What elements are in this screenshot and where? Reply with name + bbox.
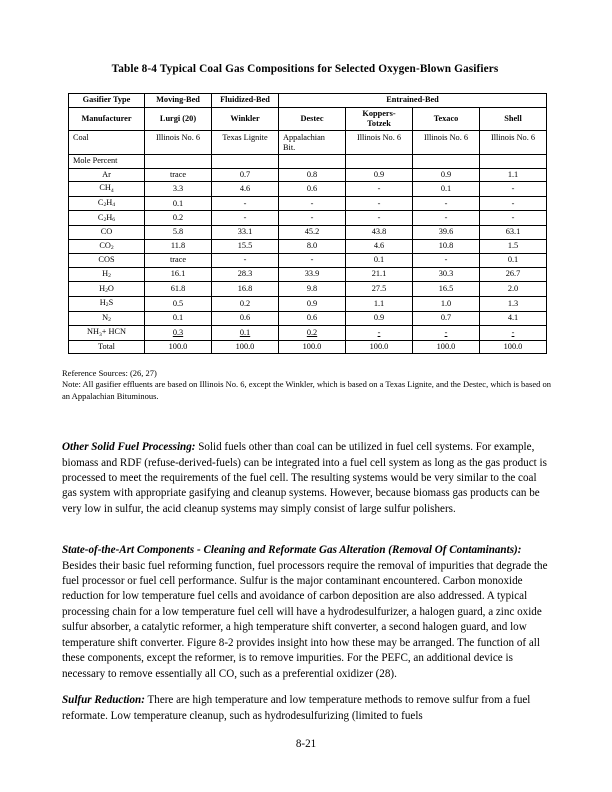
reference-sources: Reference Sources: (26, 27): [62, 368, 157, 378]
table-row: [69, 239, 547, 254]
header-gasifier-type: Gasifier Type: [69, 94, 145, 108]
body-sulfur-reduction: There are high temperature and low temperature methods to remove sulfur from a fuel reformate. Low temperature cleanup, such as hydrodesulfurizing (limited to fuels: [62, 694, 531, 722]
cell-coal-5: Illinois No. 6: [480, 131, 547, 155]
cell-value: -: [413, 211, 480, 226]
cell-value: 0.1: [145, 311, 212, 326]
cell-value: 16.8: [212, 282, 279, 297]
table-row: [69, 211, 547, 226]
paragraph-other-solid-fuel-processing: [62, 440, 549, 517]
cell-coal-2: Appalachian Bit.: [279, 131, 346, 155]
paragraph-state-of-the-art-components: [62, 543, 549, 682]
cell-value: 33.1: [212, 226, 279, 240]
cell-coal-0: Illinois No. 6: [145, 131, 212, 155]
heading-sulfur-reduction: Sulfur Reduction:: [62, 694, 145, 707]
cell-value: 15.5: [212, 239, 279, 254]
cell-value: 1.5: [480, 239, 547, 254]
row-label-ar: Ar: [69, 168, 145, 182]
row-label-cos: COS: [69, 254, 145, 268]
cell-value: 0.1: [413, 182, 480, 197]
table-note: Note: All gasifier effluents are based on Illinois No. 6, except the Winkler, which is based on a Texas Lignite, and the Destec, which is based on an Appalachian Bituminous.: [62, 379, 551, 401]
cell-value: -: [279, 254, 346, 268]
cell-value: -: [279, 211, 346, 226]
row-label-h2: $H_2$: [69, 267, 145, 282]
cell-value: -: [413, 326, 480, 341]
table-row: [69, 254, 547, 268]
table-row: [69, 182, 547, 197]
cell-value: -: [480, 182, 547, 197]
cell-value: 1.3: [480, 296, 547, 311]
cell-coal-4: Illinois No. 6: [413, 131, 480, 155]
table-row-mole-percent: [69, 155, 547, 169]
cell-value: 11.8: [145, 239, 212, 254]
page-number: 8-21: [295, 738, 317, 750]
cell-value: -: [346, 326, 413, 341]
cell-value: 0.6: [279, 182, 346, 197]
table-row-coal: [69, 131, 547, 155]
cell-value: 0.3: [145, 326, 212, 341]
body-other-solid-fuel-processing: Solid fuels other than coal can be utilized in fuel cell systems. For example, biomass and RDF (refuse-derived-fuels) can be integrated into a fuel cell system as long as the gas product is processed to meet the requirements of the fuel cell. The resulting systems would be very similar to the coal gas system with appropriate gasifying and cleanup systems. However, because biomass gas products can be very low in sulfur, the acid cleanup systems may simply consist of large sulfur polishers.: [62, 441, 547, 515]
header-manufacturer: Manufacturer: [69, 107, 145, 131]
cell-mole-percent-1: [212, 155, 279, 169]
table-header-row-manufacturer: [69, 107, 547, 131]
cell-value: 100.0: [145, 340, 212, 354]
cell-coal-3: Illinois No. 6: [346, 131, 413, 155]
cell-value: 33.9: [279, 267, 346, 282]
cell-value: 100.0: [212, 340, 279, 354]
cell-value: -: [346, 211, 413, 226]
cell-value: 100.0: [480, 340, 547, 354]
table-header-row-gasifier-type: [69, 94, 547, 108]
cell-mole-percent-2: [279, 155, 346, 169]
header-manufacturer-destec: Destec: [279, 107, 346, 131]
cell-mole-percent-4: [413, 155, 480, 169]
header-manufacturer-koppers-totzek: Koppers- Totzek: [346, 107, 413, 131]
cell-value: 10.8: [413, 239, 480, 254]
cell-value: 16.1: [145, 267, 212, 282]
row-label-total: Total: [69, 340, 145, 354]
cell-value: 0.7: [413, 311, 480, 326]
header-fluidized-bed: Fluidized-Bed: [212, 94, 279, 108]
row-label-n2: $N_2$: [69, 311, 145, 326]
table-row: [69, 196, 547, 211]
heading-other-solid-fuel-processing: Other Solid Fuel Processing:: [62, 441, 196, 454]
row-label-nh3-hcn: $NH_3+$ HCN: [69, 326, 145, 341]
cell-value: trace: [145, 168, 212, 182]
cell-value: 0.2: [279, 326, 346, 341]
body-state-of-the-art-components: Besides their basic fuel reforming function, fuel processors require the removal of impurities that degrade the fuel processor or fuel cell performance. Sulfur is the major contaminant encountered. Carbon monoxide reduction for low temperature fuel cells and avoidance of carbon deposition are also addressed. A typical processing chain for a low temperature fuel cell will have a hydrodesulfurizer, a halogen guard, a zinc oxide sulfur absorber, a catalytic reformer, a high temperature shift converter, a second halogen guard, and low temperature shift converter. Figure 8-2 provides insight into how these may be arranged. The function of all these components, except the reformer, is to remove impurities. For the PEFC, an additional device is necessary to remove essentially all CO, such as a preferential oxidizer (28).: [62, 559, 548, 680]
coal-gas-composition-table: [68, 93, 547, 354]
cell-value: -: [346, 196, 413, 211]
cell-value: 27.5: [346, 282, 413, 297]
cell-value: 0.1: [212, 326, 279, 341]
heading-state-of-the-art-components: State-of-the-Art Components - Cleaning and Reformate Gas Alteration (Removal Of Contaminants):: [62, 544, 522, 557]
cell-value: 1.0: [413, 296, 480, 311]
table-body: [69, 131, 547, 354]
row-label-mole-percent: Mole Percent: [69, 155, 145, 169]
cell-value: 30.3: [413, 267, 480, 282]
table-row: [69, 282, 547, 297]
cell-value: 100.0: [413, 340, 480, 354]
cell-value: 0.2: [145, 211, 212, 226]
cell-value: 100.0: [346, 340, 413, 354]
cell-value: 4.6: [212, 182, 279, 197]
cell-value: 1.1: [346, 296, 413, 311]
table-row: [69, 311, 547, 326]
row-label-c2h6: $C_2H_6$: [69, 211, 145, 226]
cell-value: 9.8: [279, 282, 346, 297]
header-entrained-bed: Entrained-Bed: [279, 94, 547, 108]
cell-value: -: [480, 326, 547, 341]
row-label-co: CO: [69, 226, 145, 240]
row-label-co2: $CO_2$: [69, 239, 145, 254]
cell-value: 4.6: [346, 239, 413, 254]
cell-value: 0.8: [279, 168, 346, 182]
cell-value: -: [480, 211, 547, 226]
cell-value: 45.2: [279, 226, 346, 240]
row-label-h2o: $H_2O$: [69, 282, 145, 297]
cell-value: 61.8: [145, 282, 212, 297]
cell-value: 5.8: [145, 226, 212, 240]
cell-value: 16.5: [413, 282, 480, 297]
cell-value: 0.5: [145, 296, 212, 311]
header-moving-bed: Moving-Bed: [145, 94, 212, 108]
cell-value: 21.1: [346, 267, 413, 282]
table-title: Table 8-4 Typical Coal Gas Compositions for Selected Oxygen-Blown Gasifiers: [111, 63, 499, 75]
table-row: [69, 296, 547, 311]
cell-mole-percent-0: [145, 155, 212, 169]
header-manufacturer-winkler: Winkler: [212, 107, 279, 131]
cell-value: -: [212, 196, 279, 211]
cell-value: 0.2: [212, 296, 279, 311]
paragraph-sulfur-reduction: [62, 693, 549, 724]
cell-value: 0.9: [279, 296, 346, 311]
cell-value: 1.1: [480, 168, 547, 182]
cell-value: -: [413, 254, 480, 268]
cell-value: 0.7: [212, 168, 279, 182]
cell-mole-percent-5: [480, 155, 547, 169]
table-row: [69, 226, 547, 240]
cell-value: 43.8: [346, 226, 413, 240]
row-label-h2s: $H_2S$: [69, 296, 145, 311]
cell-value: 63.1: [480, 226, 547, 240]
cell-value: 39.6: [413, 226, 480, 240]
cell-value: trace: [145, 254, 212, 268]
cell-value: 0.9: [413, 168, 480, 182]
table-row: [69, 168, 547, 182]
cell-value: 0.1: [480, 254, 547, 268]
cell-value: -: [212, 254, 279, 268]
cell-value: -: [413, 196, 480, 211]
cell-value: 0.9: [346, 168, 413, 182]
cell-value: 4.1: [480, 311, 547, 326]
header-manufacturer-shell: Shell: [480, 107, 547, 131]
cell-mole-percent-3: [346, 155, 413, 169]
cell-coal-1: Texas Lignite: [212, 131, 279, 155]
cell-value: 0.6: [279, 311, 346, 326]
header-manufacturer-texaco: Texaco: [413, 107, 480, 131]
table-row: [69, 340, 547, 354]
row-label-c2h4: $C_2H_4$: [69, 196, 145, 211]
cell-value: -: [480, 196, 547, 211]
cell-value: 28.3: [212, 267, 279, 282]
table-notes: [62, 368, 552, 402]
cell-value: 100.0: [279, 340, 346, 354]
cell-value: 3.3: [145, 182, 212, 197]
cell-value: -: [212, 211, 279, 226]
row-label-ch4: $CH_4$: [69, 182, 145, 197]
cell-value: 26.7: [480, 267, 547, 282]
cell-value: 2.0: [480, 282, 547, 297]
cell-value: 0.1: [346, 254, 413, 268]
cell-value: 0.6: [212, 311, 279, 326]
cell-value: 0.1: [145, 196, 212, 211]
cell-value: -: [346, 182, 413, 197]
cell-value: -: [279, 196, 346, 211]
header-manufacturer-lurgi: Lurgi (20): [145, 107, 212, 131]
table-row: [69, 267, 547, 282]
cell-value: 0.9: [346, 311, 413, 326]
row-label-coal: Coal: [69, 131, 145, 155]
table-row: [69, 326, 547, 341]
cell-value: 8.0: [279, 239, 346, 254]
